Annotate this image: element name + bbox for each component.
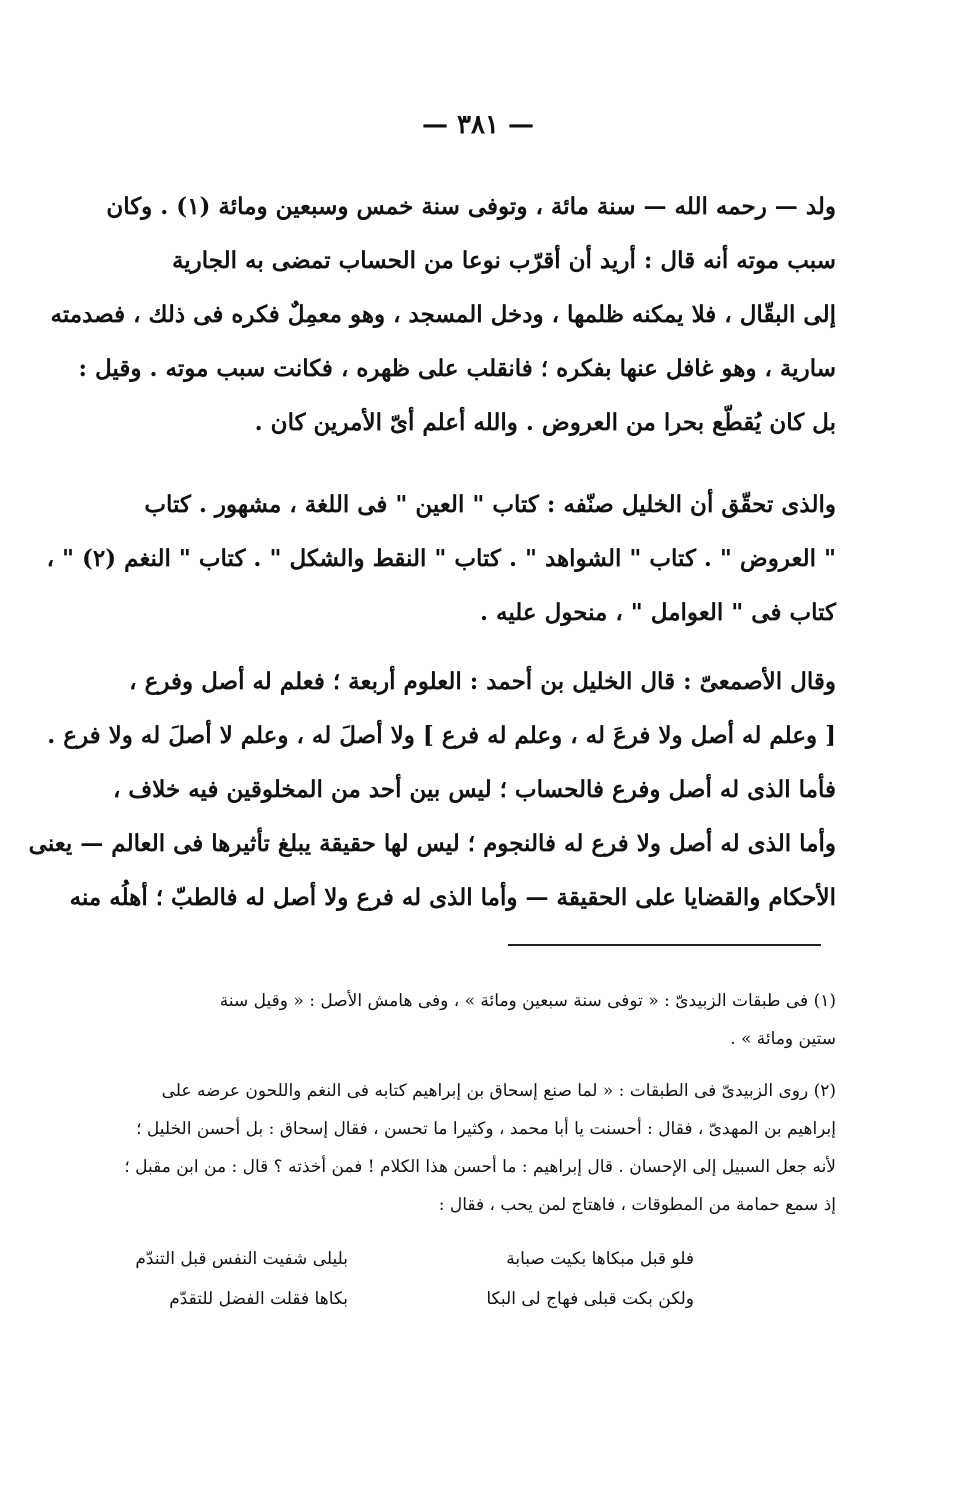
text-line: ولد — رحمه الله — سنة مائة ، وتوفى سنة خمس وسبعين ومائة (١) . وكان bbox=[106, 193, 836, 220]
footnote-line: لأنه جعل السبيل إلى الإحسان . قال إبراهيم : ما أحسن هذا الكلام ! فمن أخذته ؟ قال : من ابن مقبل ؛ bbox=[124, 1157, 836, 1177]
footnote-line: (٢) روى الزبيدىّ فى الطبقات : « لما صنع إسحاق بن إبراهيم كتابه فى النغم واللحون عرضه على bbox=[161, 1081, 836, 1101]
text-line: الأحكام والقضايا على الحقيقة — وأما الذى له فرع ولا أصل له فالطبّ ؛ أهلُه منه bbox=[69, 884, 836, 911]
paragraph-3 bbox=[28, 655, 836, 925]
text-line: وأما الذى له أصل ولا فرع له فالنجوم ؛ ليس لها حقيقة يبلغ تأثيرها فى العالم — يعنى bbox=[28, 830, 836, 857]
text-line: " العروض " . كتاب " الشواهد " . كتاب " النقط والشكل " . كتاب " النغم (٢) " ، bbox=[46, 545, 836, 572]
verse-2-first-hemistich: ولكن بكت قبلى فهاج لى البكا bbox=[486, 1289, 694, 1309]
paragraph-2 bbox=[46, 478, 836, 640]
verse-1-first-hemistich: فلو قبل مبكاها بكيت صبابة bbox=[506, 1249, 694, 1269]
footnote-line: إبراهيم بن المهدىّ ، فقال : أحسنت يا أبا محمد ، وكثيرا ما تحسن ، فقال إسحاق : بل أحسن الخليل ؛ bbox=[136, 1119, 836, 1139]
text-line: فأما الذى له أصل وفرع فالحساب ؛ ليس بين أحد من المخلوقين فيه خلاف ، bbox=[112, 776, 836, 803]
text-line: كتاب فى " العوامل " ، منحول عليه . bbox=[480, 599, 836, 626]
text-line: وقال الأصمعىّ : قال الخليل بن أحمد : العلوم أربعة ؛ فعلم له أصل وفرع ، bbox=[129, 668, 836, 695]
verse-2-second-hemistich: بكاها فقلت الفضل للتقدّم bbox=[169, 1289, 348, 1309]
footnote-line: ستين ومائة » . bbox=[730, 1029, 836, 1049]
text-line: والذى تحقّق أن الخليل صنّفه : كتاب " العين " فى اللغة ، مشهور . كتاب bbox=[144, 491, 836, 518]
text-line: بل كان يُقطّع بحرا من العروض . والله أعلم أىّ الأمرين كان . bbox=[254, 409, 836, 436]
footnote-2 bbox=[124, 1072, 836, 1224]
footnote-1 bbox=[160, 982, 836, 1058]
page-number: — ٣٨١ — bbox=[421, 110, 535, 140]
verse-1-second-hemistich: بليلى شفيت النفس قبل التندّم bbox=[135, 1249, 348, 1269]
text-line: سبب موته أنه قال : أريد أن أقرّب نوعا من الحساب تمضى به الجارية bbox=[171, 247, 836, 274]
text-line: [ وعلم له أصل ولا فرعَ له ، وعلم له فرع ] ولا أصلَ له ، وعلم لا أصلَ له ولا فرع . bbox=[47, 722, 836, 749]
footnote-line: (١) فى طبقات الزبيدىّ : « توفى سنة سبعين ومائة » ، وفى هامش الأصل : « وقيل سنة bbox=[219, 991, 836, 1011]
text-line: سارية ، وهو غافل عنها بفكره ؛ فانقلب على ظهره ، فكانت سبب موته . وقيل : bbox=[78, 355, 836, 382]
paragraph-1 bbox=[50, 180, 836, 450]
footnote-divider bbox=[508, 944, 821, 946]
text-line: إلى البقّال ، فلا يمكنه ظلمها ، ودخل المسجد ، وهو معمِلٌ فكره فى ذلك ، فصدمته bbox=[50, 301, 836, 328]
footnote-line: إذ سمع حمامة من المطوقات ، فاهتاج لمن يحب ، فقال : bbox=[438, 1195, 836, 1215]
